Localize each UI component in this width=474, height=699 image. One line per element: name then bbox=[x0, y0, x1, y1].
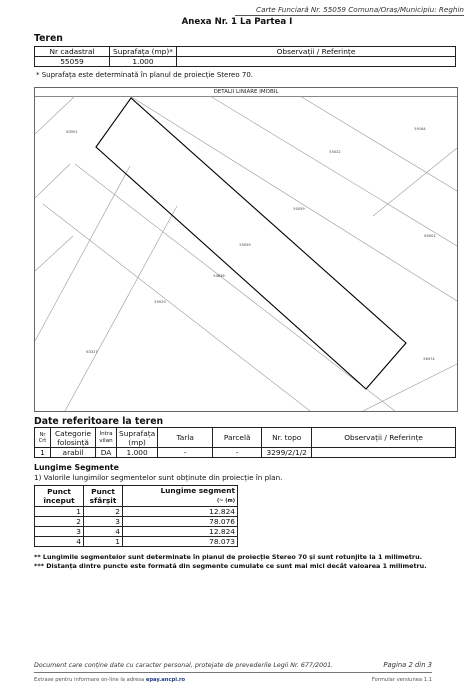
segment-row bbox=[35, 527, 238, 537]
footer-page-number: Pagina 2 din 3 bbox=[383, 661, 432, 669]
col-parcela: Parcelă bbox=[213, 428, 262, 448]
plan-label-7: 54836 bbox=[213, 274, 225, 278]
seg-start: 1 bbox=[35, 507, 84, 517]
footer-rule bbox=[34, 672, 432, 673]
col-observatii-ref: Observații / Referințe bbox=[312, 428, 456, 448]
date-ref-table bbox=[34, 427, 456, 458]
segment-row bbox=[35, 517, 238, 527]
seg-length: 12.824 bbox=[123, 507, 238, 517]
cell-observatii bbox=[177, 57, 456, 67]
col-punct-sfarsit: Punct sfârșit bbox=[84, 486, 123, 507]
footer-site-link[interactable]: epay.ancpi.ro bbox=[145, 677, 186, 683]
segments-note-2: ** Lungimile segmentelor sunt determinate în planul de proiecție Stereo 70 și sunt rotunjite la 1 milimetru. bbox=[34, 553, 423, 561]
segments-table bbox=[34, 485, 238, 547]
col-intravilan: Intra vilan bbox=[96, 428, 117, 448]
plan-label-5: 50059 bbox=[293, 207, 305, 211]
seg-end: 1 bbox=[84, 537, 123, 547]
seg-length: 78.076 bbox=[123, 517, 238, 527]
seg-length: 12.824 bbox=[123, 527, 238, 537]
col-observatii: Observații / Referințe bbox=[177, 47, 456, 57]
plan-label-2: 55059 bbox=[239, 243, 251, 247]
seg-start: 3 bbox=[35, 527, 84, 537]
seg-end: 4 bbox=[84, 527, 123, 537]
parcel-plan bbox=[34, 87, 458, 412]
plan-label-4: 59164 bbox=[414, 127, 426, 131]
footer-legal-note: Document care conține date cu caracter personal, protejate de prevederile Legii Nr. 677/2001. bbox=[34, 662, 334, 669]
seg-length: 78.073 bbox=[123, 537, 238, 547]
col-nr-topo: Nr. topo bbox=[262, 428, 312, 448]
date-ref-title: Date referitoare la teren bbox=[34, 416, 164, 427]
teren-title: Teren bbox=[34, 33, 63, 44]
plan-label-9: 63327 bbox=[86, 350, 98, 354]
seg-start: 2 bbox=[35, 517, 84, 527]
col-nr-crt: Nr Crt bbox=[35, 428, 51, 448]
teren-footnote: * Suprafața este determinată în planul de proiecție Stereo 70. bbox=[36, 71, 254, 79]
footer-version: Formular versiunea 1.1 bbox=[371, 677, 432, 683]
col-suprafata-mp: Suprafața (mp) bbox=[117, 428, 158, 448]
cell-suprafata: 1.000 bbox=[110, 57, 177, 67]
cell-suprafata-mp: 1.000 bbox=[117, 448, 158, 458]
plan-label-1: 63591 bbox=[66, 130, 78, 134]
col-categorie: Categorie folosință bbox=[51, 428, 96, 448]
cell-categorie: arabil bbox=[51, 448, 96, 458]
plan-title: DETALII LINIARE IMOBIL bbox=[35, 88, 457, 97]
segments-note-3: *** Distanța dintre puncte este formată din segmente cumulate ce sunt mai mici decât valoarea 1 milimetru. bbox=[34, 562, 427, 570]
teren-table bbox=[34, 46, 456, 67]
col-suprafata: Suprafața (mp)* bbox=[110, 47, 177, 57]
segment-row bbox=[35, 507, 238, 517]
segments-note: 1) Valorile lungimilor segmentelor sunt obținute din proiecție în plan. bbox=[34, 473, 283, 482]
header-rule bbox=[235, 15, 464, 16]
plan-drawing bbox=[35, 96, 457, 411]
cell-nr-topo: 3299/2/1/2 bbox=[262, 448, 312, 458]
parcel-outline bbox=[96, 98, 406, 389]
segments-title: Lungime Segmente bbox=[34, 463, 119, 472]
seg-end: 2 bbox=[84, 507, 123, 517]
cell-intravilan: DA bbox=[96, 448, 117, 458]
cell-parcela: - bbox=[213, 448, 262, 458]
col-lungime: Lungime segment (~ (m) bbox=[123, 486, 238, 507]
col-nr-cadastral: Nr cadastral bbox=[35, 47, 110, 57]
plan-label-8: 55029 bbox=[154, 300, 166, 304]
plan-label-10: 56474 bbox=[423, 357, 435, 361]
segment-row bbox=[35, 537, 238, 547]
seg-end: 3 bbox=[84, 517, 123, 527]
plan-label-3: 55022 bbox=[329, 150, 341, 154]
col-tarla: Tarla bbox=[158, 428, 213, 448]
book-reference: Carte Funciară Nr. 55059 Comuna/Oraș/Municipiu: Reghin bbox=[256, 5, 464, 14]
cell-observatii-ref bbox=[312, 448, 456, 458]
col-punct-inceput: Punct început bbox=[35, 486, 84, 507]
cell-nr: 1 bbox=[35, 448, 51, 458]
cell-nr-cadastral: 55059 bbox=[35, 57, 110, 67]
seg-start: 4 bbox=[35, 537, 84, 547]
plan-label-6: 65001 bbox=[424, 234, 436, 238]
footer-extract: Extrase pentru informare on-line la adresa epay.ancpi.ro bbox=[34, 677, 186, 683]
annex-title: Anexa Nr. 1 La Partea I bbox=[181, 17, 293, 27]
cell-tarla: - bbox=[158, 448, 213, 458]
